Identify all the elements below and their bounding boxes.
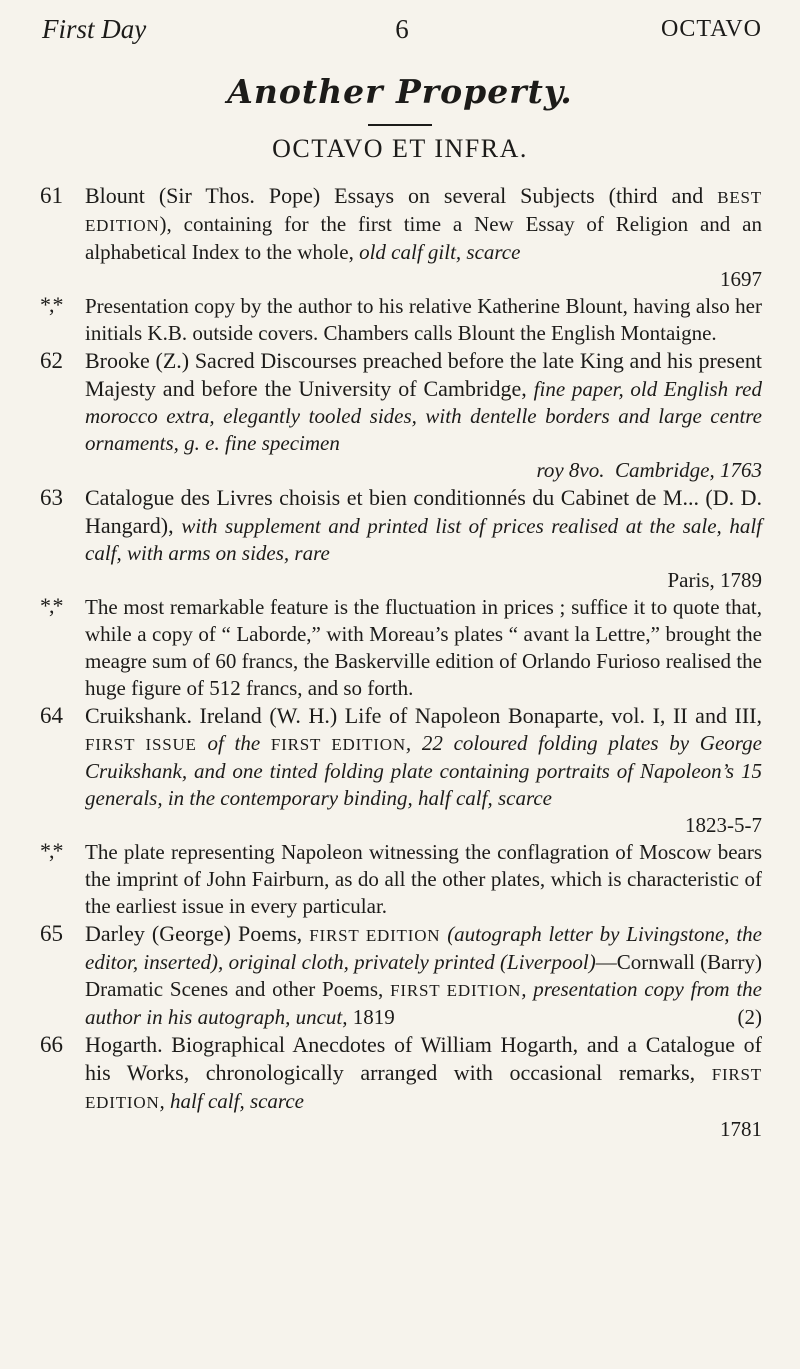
header-day: First Day <box>42 14 147 44</box>
lot-entry: 65 Darley (George) Poems, FIRST EDITION (autograph letter by Livingstone, the editor, inserted), original cloth, privately printed (Liverpool)—Cornwall (Barry) Dramatic Scenes and other Poems, FIRST EDITION, presentation copy from the author in his autograph, uncut, 1819 (2) <box>40 921 763 1029</box>
lot-entry: 66 Hogarth. Biographical Anecdotes of William Hogarth, and a Catalogue of his Works, chronologically arranged with occasional remarks, FIRST EDITION, half calf, scarce 1781 <box>40 1032 762 1141</box>
section-title: Another Property. <box>227 72 573 111</box>
lot-date: roy 8vo. Cambridge, 1763 <box>536 458 762 482</box>
lot-date: 1697 <box>720 267 762 291</box>
note-mark: *,* <box>40 838 62 863</box>
lot-date: 1823-5-7 <box>685 813 762 837</box>
header-format: OCTAVO <box>661 16 762 42</box>
note-mark: *,* <box>40 292 62 317</box>
lot-entry: 64 Cruikshank. Ireland (W. H.) Life of Napoleon Bonaparte, vol. I, II and III, FIRST ISSUE of the FIRST EDITION, 22 coloured folding plates by George Cruikshank, and one tinted folding plate containing portraits of Napoleon’s 15 generals, in the contemporary binding, half calf, scarce 1823-5-7 <box>40 703 762 837</box>
lot-number: 64 <box>40 703 63 728</box>
title-rule <box>368 124 432 126</box>
note-mark: *,* <box>40 593 62 618</box>
lot-list <box>40 182 762 1143</box>
lot-note: *,* Presentation copy by the author to his relative Katherine Blount, having also her initials K.B. outside covers. Chambers calls Blount the English Montaigne. <box>40 292 762 345</box>
lot-number: 62 <box>40 348 63 373</box>
lot-number: 63 <box>40 485 63 510</box>
lot-date: 1781 <box>720 1117 762 1141</box>
lot-entry: 62 Brooke (Z.) Sacred Discourses preached before the late King and his present Majesty and before the University of Cambridge, fine paper, old English red morocco extra, elegantly tooled sides, with dentelle borders and large centre ornaments, g. e. fine specimen roy 8vo. Cambridge, 1763 <box>40 348 762 482</box>
lot-note: *,* The plate representing Napoleon witnessing the conflagration of Moscow bears the imprint of John Fairburn, as do all the other plates, which is characteristic of the earliest issue in every particular. <box>40 838 762 918</box>
subheading: OCTAVO ET INFRA. <box>272 134 528 163</box>
lot-number: 66 <box>40 1032 63 1057</box>
running-header <box>42 14 762 54</box>
lot-number: 65 <box>40 921 63 946</box>
lot-note: *,* The most remarkable feature is the fluctuation in prices ; suffice it to quote that, while a copy of “ Laborde,” with Moreau’s plates “ avant la Lettre,” brought the meagre sum of 60 francs, the Baskerville edition of Orlando Furioso realised the huge figure of 512 francs, and so forth. <box>40 593 762 700</box>
lot-entry: 61 Blount (Sir Thos. Pope) Essays on several Subjects (third and BEST EDITION), containing for the first time a New Essay of Religion and an alphabetical Index to the whole, old calf gilt, scarce 1697 <box>40 183 762 291</box>
page-number: 6 <box>395 14 409 44</box>
lot-number: 61 <box>40 183 63 208</box>
lot-date: Paris, 1789 <box>667 568 762 592</box>
lot-entry: 63 Catalogue des Livres choisis et bien conditionnés du Cabinet de M... (D. D. Hangard), with supplement and printed list of prices realised at the sale, half calf, with arms on sides, rare Paris, 1789 <box>40 485 762 592</box>
lot-count: (2) <box>737 1005 762 1029</box>
